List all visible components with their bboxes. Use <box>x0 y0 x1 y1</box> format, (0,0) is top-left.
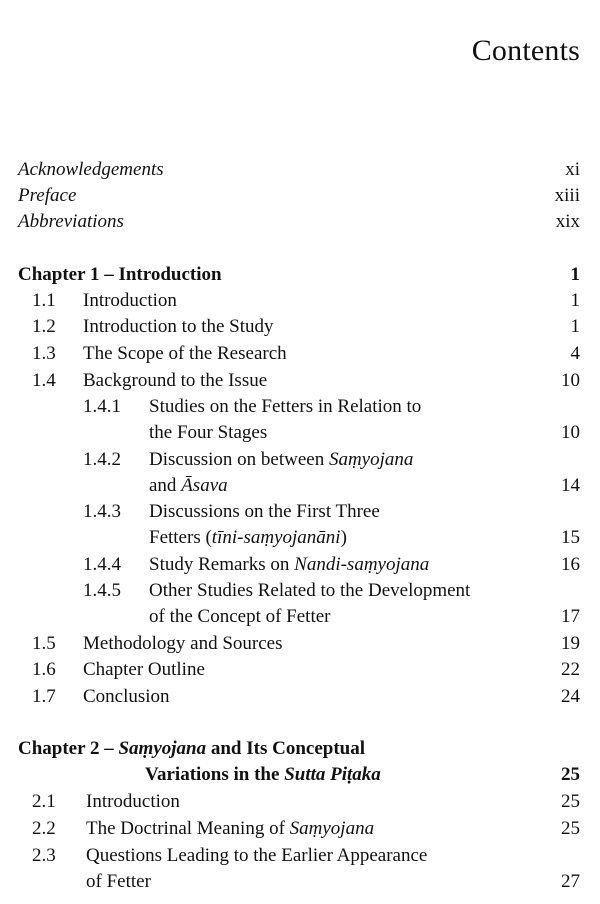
section-page: 27 <box>561 871 580 892</box>
toc-section[interactable] <box>0 314 600 340</box>
section-page: 25 <box>561 791 580 812</box>
section-number: 1.6 <box>32 659 56 680</box>
toc-section[interactable] <box>0 816 600 842</box>
toc-section[interactable] <box>0 843 600 869</box>
entry-page: xiii <box>554 185 580 206</box>
section-number: 1.3 <box>32 343 56 364</box>
toc-subsection[interactable] <box>0 394 600 420</box>
entry-title: Abbreviations <box>18 211 124 232</box>
subsection-number: 1.4.2 <box>83 449 121 470</box>
subsection-title: Study Remarks on Nandi-saṃyojana <box>149 554 430 575</box>
subsection-title: Discussions on the First Three <box>149 501 380 522</box>
chapter-page: 1 <box>570 264 580 285</box>
section-number: 1.7 <box>32 686 56 707</box>
toc-section[interactable] <box>0 684 600 710</box>
toc-chapter-1[interactable] <box>0 262 600 288</box>
section-title: Introduction <box>83 290 177 311</box>
section-number: 1.4 <box>32 370 56 391</box>
chapter-title: Chapter 2 – Saṃyojana and Its Conceptual <box>18 738 365 759</box>
section-page: 19 <box>561 633 580 654</box>
page-title: Contents <box>471 34 580 67</box>
toc-subsection[interactable] <box>0 578 600 604</box>
toc-subsection-cont[interactable] <box>0 525 600 551</box>
toc-chapter-2[interactable] <box>0 736 600 762</box>
chapter-title-cont: Variations in the Sutta Piṭaka <box>145 764 381 785</box>
toc-entry-preface[interactable] <box>0 183 600 209</box>
toc-chapter-2-cont[interactable] <box>0 762 600 788</box>
section-page: 1 <box>570 290 580 311</box>
toc-section[interactable] <box>0 341 600 367</box>
section-number: 1.1 <box>32 290 56 311</box>
section-title: Methodology and Sources <box>83 633 283 654</box>
subsection-title-cont: of the Concept of Fetter <box>149 606 331 627</box>
toc-section[interactable] <box>0 657 600 683</box>
toc-subsection-cont[interactable] <box>0 420 600 446</box>
section-title: Conclusion <box>83 686 170 707</box>
toc-section[interactable] <box>0 368 600 394</box>
section-title: Introduction to the Study <box>83 316 274 337</box>
section-number: 2.2 <box>32 818 56 839</box>
subsection-page: 17 <box>561 606 580 627</box>
subsection-page: 10 <box>561 422 580 443</box>
section-title: The Doctrinal Meaning of Saṃyojana <box>86 818 375 839</box>
toc-entry-abbreviations[interactable] <box>0 209 600 235</box>
toc-subsection[interactable] <box>0 447 600 473</box>
section-page: 24 <box>561 686 580 707</box>
entry-title: Preface <box>18 185 77 206</box>
section-title: The Scope of the Research <box>83 343 287 364</box>
subsection-title: Other Studies Related to the Development <box>149 580 471 601</box>
section-title: Background to the Issue <box>83 370 268 391</box>
section-page: 1 <box>570 316 580 337</box>
section-number: 1.2 <box>32 316 56 337</box>
entry-page: xix <box>555 211 580 232</box>
section-title: Chapter Outline <box>83 659 205 680</box>
section-title: Introduction <box>86 791 180 812</box>
entry-title: Acknowledgements <box>18 159 164 180</box>
section-number: 2.3 <box>32 845 56 866</box>
subsection-title-cont: Fetters (tīni-saṃyojanāni) <box>149 527 347 548</box>
section-number: 2.1 <box>32 791 56 812</box>
toc-section[interactable] <box>0 789 600 815</box>
section-number: 1.5 <box>32 633 56 654</box>
subsection-page: 15 <box>561 527 580 548</box>
section-title-cont: of Fetter <box>86 871 151 892</box>
entry-page: xi <box>565 159 580 180</box>
toc-subsection[interactable] <box>0 552 600 578</box>
subsection-title: Studies on the Fetters in Relation to <box>149 396 422 417</box>
subsection-number: 1.4.4 <box>83 554 121 575</box>
chapter-page: 25 <box>561 764 580 785</box>
subsection-page: 14 <box>561 475 580 496</box>
section-page: 25 <box>561 818 580 839</box>
toc-entry-acknowledgements[interactable] <box>0 157 600 183</box>
toc-subsection[interactable] <box>0 499 600 525</box>
subsection-number: 1.4.5 <box>83 580 121 601</box>
toc-subsection-cont[interactable] <box>0 604 600 630</box>
toc-section[interactable] <box>0 631 600 657</box>
toc-section-cont[interactable] <box>0 869 600 895</box>
subsection-number: 1.4.1 <box>83 396 121 417</box>
toc-section[interactable] <box>0 288 600 314</box>
section-page: 22 <box>561 659 580 680</box>
section-page: 10 <box>561 370 580 391</box>
section-page: 4 <box>570 343 580 364</box>
section-title: Questions Leading to the Earlier Appearance <box>86 845 428 866</box>
subsection-title-cont: the Four Stages <box>149 422 268 443</box>
subsection-number: 1.4.3 <box>83 501 121 522</box>
chapter-title: Chapter 1 – Introduction <box>18 264 222 285</box>
subsection-title-cont: and Āsava <box>149 475 228 496</box>
subsection-title: Discussion on between Saṃyojana <box>149 449 414 470</box>
subsection-page: 16 <box>561 554 580 575</box>
toc-subsection-cont[interactable] <box>0 473 600 499</box>
